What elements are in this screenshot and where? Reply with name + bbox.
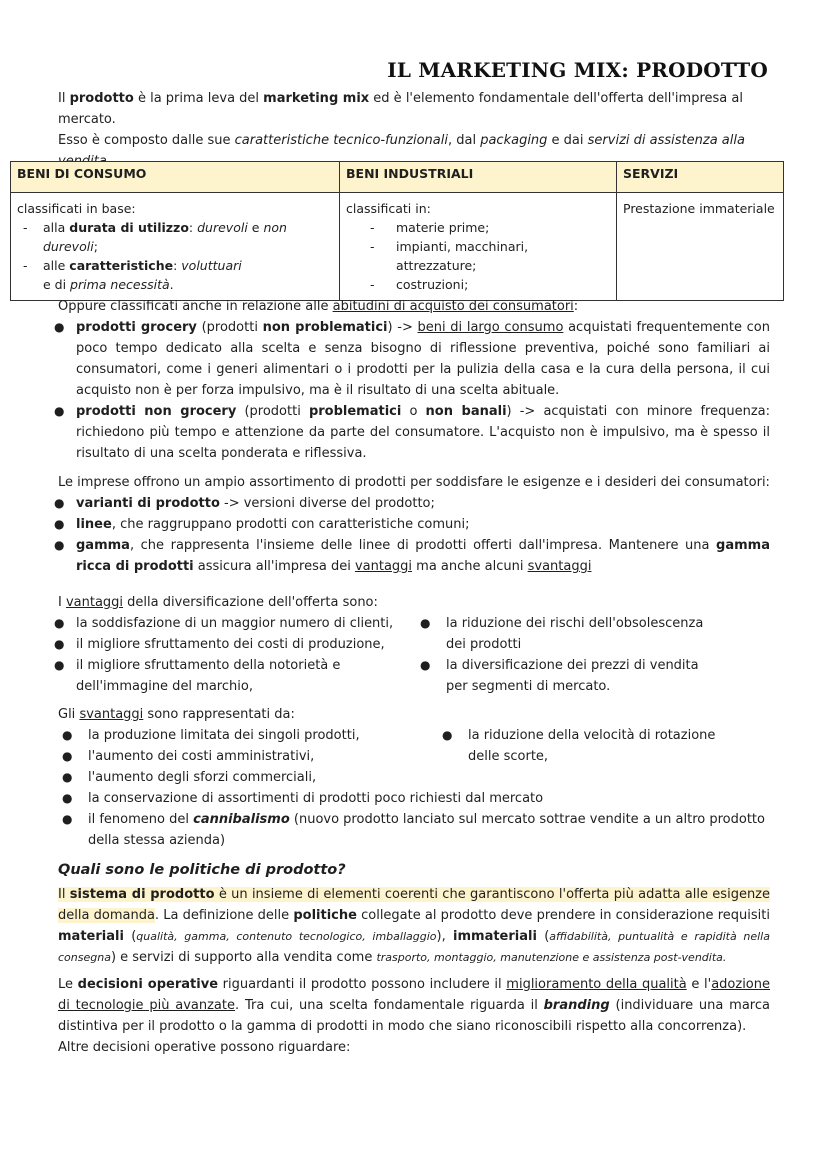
- cell-servizi: Prestazione immateriale: [617, 193, 784, 301]
- section-assortimento: Le imprese offrono un ampio assortimento di prodotti per soddisfare le esigenze e i desideri dei consumatori: ● varianti di prodotto -> versioni diverse del prodotto; ● linee, che raggruppano prodotti con caratteristiche comuni; ● gamma, che rappresenta l'insieme delle linee di prodotti offerti dall'impresa. Mantenere una gamma ricca di prodotti assicura all'impresa dei vantaggi ma anche alcuni svantaggi: [58, 472, 770, 577]
- list-item: ● gamma, che rappresenta l'insieme delle linee di prodotti offerti dall'impresa. Mantenere una gamma ricca di prodotti assicura all'impresa dei vantaggi ma anche alcuni svantaggi: [54, 538, 770, 574]
- classification-table: [10, 161, 784, 301]
- list-item: ● prodotti grocery (prodotti non problematici) -> beni di largo consumo acquistati frequentemente con poco tempo dedicato alla scelta e senza bisogno di riflessione preventiva, poiché sono familiari ai consumatori, come i generi alimentari o i prodotti per la pulizia della casa e la cura della persona, il cui acquisto non è per forza impulsivo, ma è il risultato di una scelta abituale.: [54, 320, 770, 398]
- list-item: ● la produzione limitata dei singoli prodotti,: [62, 728, 360, 743]
- header-beni-industriali: BENI INDUSTRIALI: [340, 162, 617, 193]
- intro-paragraph: Il prodotto è la prima leva del marketing mix ed è l'elemento fondamentale dell'offerta dell'impresa al mercato. Esso è composto dalle sue caratteristiche tecnico-funzionali, dal packaging e dai servizi di assistenza alla: [58, 91, 745, 148]
- list-item: ● la diversificazione dei prezzi di vendita per segmenti di mercato.: [420, 658, 699, 694]
- section-svantaggi: Gli svantaggi sono rappresentati da: ● la produzione limitata dei singoli prodotti, ● l'aumento dei costi amministrativi, ● la riduzione della velocità di rotazione delle scorte, ● l'aumento degli sforzi commerciali, ● la conservazione di assortimenti di prodotti poco richiesti dal mercato ● il fenomeno del cannibalismo (nuovo prodotto lanciato sul mercato sottrae vendite a un altro prodotto della stessa azienda): [58, 704, 770, 851]
- list-item: ● il migliore sfruttamento della notorietà e dell'immagine del marchio,: [54, 658, 341, 694]
- section-politiche: Il sistema di prodotto è un insieme di elementi coerenti che garantiscono l'offerta più adatta alle esigenze della domanda. La definizione delle politiche collegate al prodotto deve prendere in considerazione requisiti materiali (qualità, gamma, contenuto tecnologico, imballaggio), immateriali (affidabilità, puntualità e rapidità nella consegna) e servizi di supporto alla vendita come trasporto, montaggio, manutenzione e assistenza post-vendita. Le decisioni operative riguardanti il prodotto possono includere il miglioramento della qualità e l'adozione di tecnologie più avanzate. Tra cui, una scelta fondamentale riguarda il branding (individuare una marca distintiva per il prodotto o la gamma di prodotti in modo che siano riconoscibili rispetto alla concorrenza). Altre decisioni operative possono riguardare:: [58, 887, 771, 1055]
- list-item: ● il migliore sfruttamento dei costi di produzione,: [54, 637, 385, 652]
- section-vantaggi: I vantaggi della diversificazione dell'offerta sono: ● la soddisfazione di un maggior numero di clienti, ● il migliore sfruttamento dei costi di produzione, ● il migliore sfruttamento della notorietà e dell'immagine del marchio, ● la riduzione dei rischi dell'obsolescenza dei prodotti ● la diversificazione dei prezzi di vendita per segmenti di mercato.: [58, 592, 770, 697]
- list-item: ● la conservazione di assortimenti di prodotti poco richiesti dal mercato: [62, 791, 544, 806]
- section-heading-politiche: Quali sono le politiche di prodotto?: [58, 862, 346, 878]
- list-item: ● la soddisfazione di un maggior numero di clienti,: [54, 616, 394, 631]
- list-item: ● l'aumento degli sforzi commerciali,: [62, 770, 317, 785]
- list-item: ● varianti di prodotto -> versioni diverse del prodotto;: [54, 496, 435, 511]
- cell-beni-consumo: classificati in base: - alla durata di utilizzo: durevoli e non durevoli; - alle caratteristiche: voluttuari e di prima necessità.: [11, 193, 340, 301]
- header-beni-consumo: BENI DI CONSUMO: [11, 162, 340, 193]
- list-item: ● il fenomeno del cannibalismo (nuovo prodotto lanciato sul mercato sottrae vendite a un altro prodotto della stessa azienda): [62, 812, 765, 848]
- section-abitudini-acquisto: Oppure classificati anche in relazione alle abitudini di acquisto dei consumatori: ● prodotti grocery (prodotti non problematici) -> beni di largo consumo acquistati frequentemente con poco tempo dedicato alla scelta e senza bisogno di riflessione preventiva, poiché sono familiari ai consumatori, come i generi alimentari o i prodotti per la pulizia della casa e la cura della persona, il cui acquisto non è per forza impulsivo, ma è il risultato di una scelta abituale. ● prodotti non grocery (prodotti problematici o non banali) -> acquistati con minore frequenza: richiedono più tempo e attenzione da parte del consumatore. L'acquisto non è impulsivo, ma è spesso il risultato di una scelta ponderata e riflessiva.: [58, 296, 770, 464]
- page-title: IL MARKETING MIX: PRODOTTO: [387, 58, 768, 82]
- list-item: ● linee, che raggruppano prodotti con caratteristiche comuni;: [54, 517, 470, 532]
- cell-beni-industriali: classificati in: - materie prime; - impianti, macchinari, attrezzature; - costruzioni;: [340, 193, 617, 301]
- header-servizi: SERVIZI: [617, 162, 784, 193]
- list-item: ● la riduzione della velocità di rotazione delle scorte,: [442, 728, 716, 764]
- list-item: ● l'aumento dei costi amministrativi,: [62, 749, 315, 764]
- list-item: ● prodotti non grocery (prodotti problematici o non banali) -> acquistati con minore frequenza: richiedono più tempo e attenzione da parte del consumatore. L'acquisto non è impulsivo, ma è spesso il risultato di una scelta ponderata e riflessiva.: [54, 404, 770, 461]
- list-item: ● la riduzione dei rischi dell'obsolescenza dei prodotti: [420, 616, 704, 652]
